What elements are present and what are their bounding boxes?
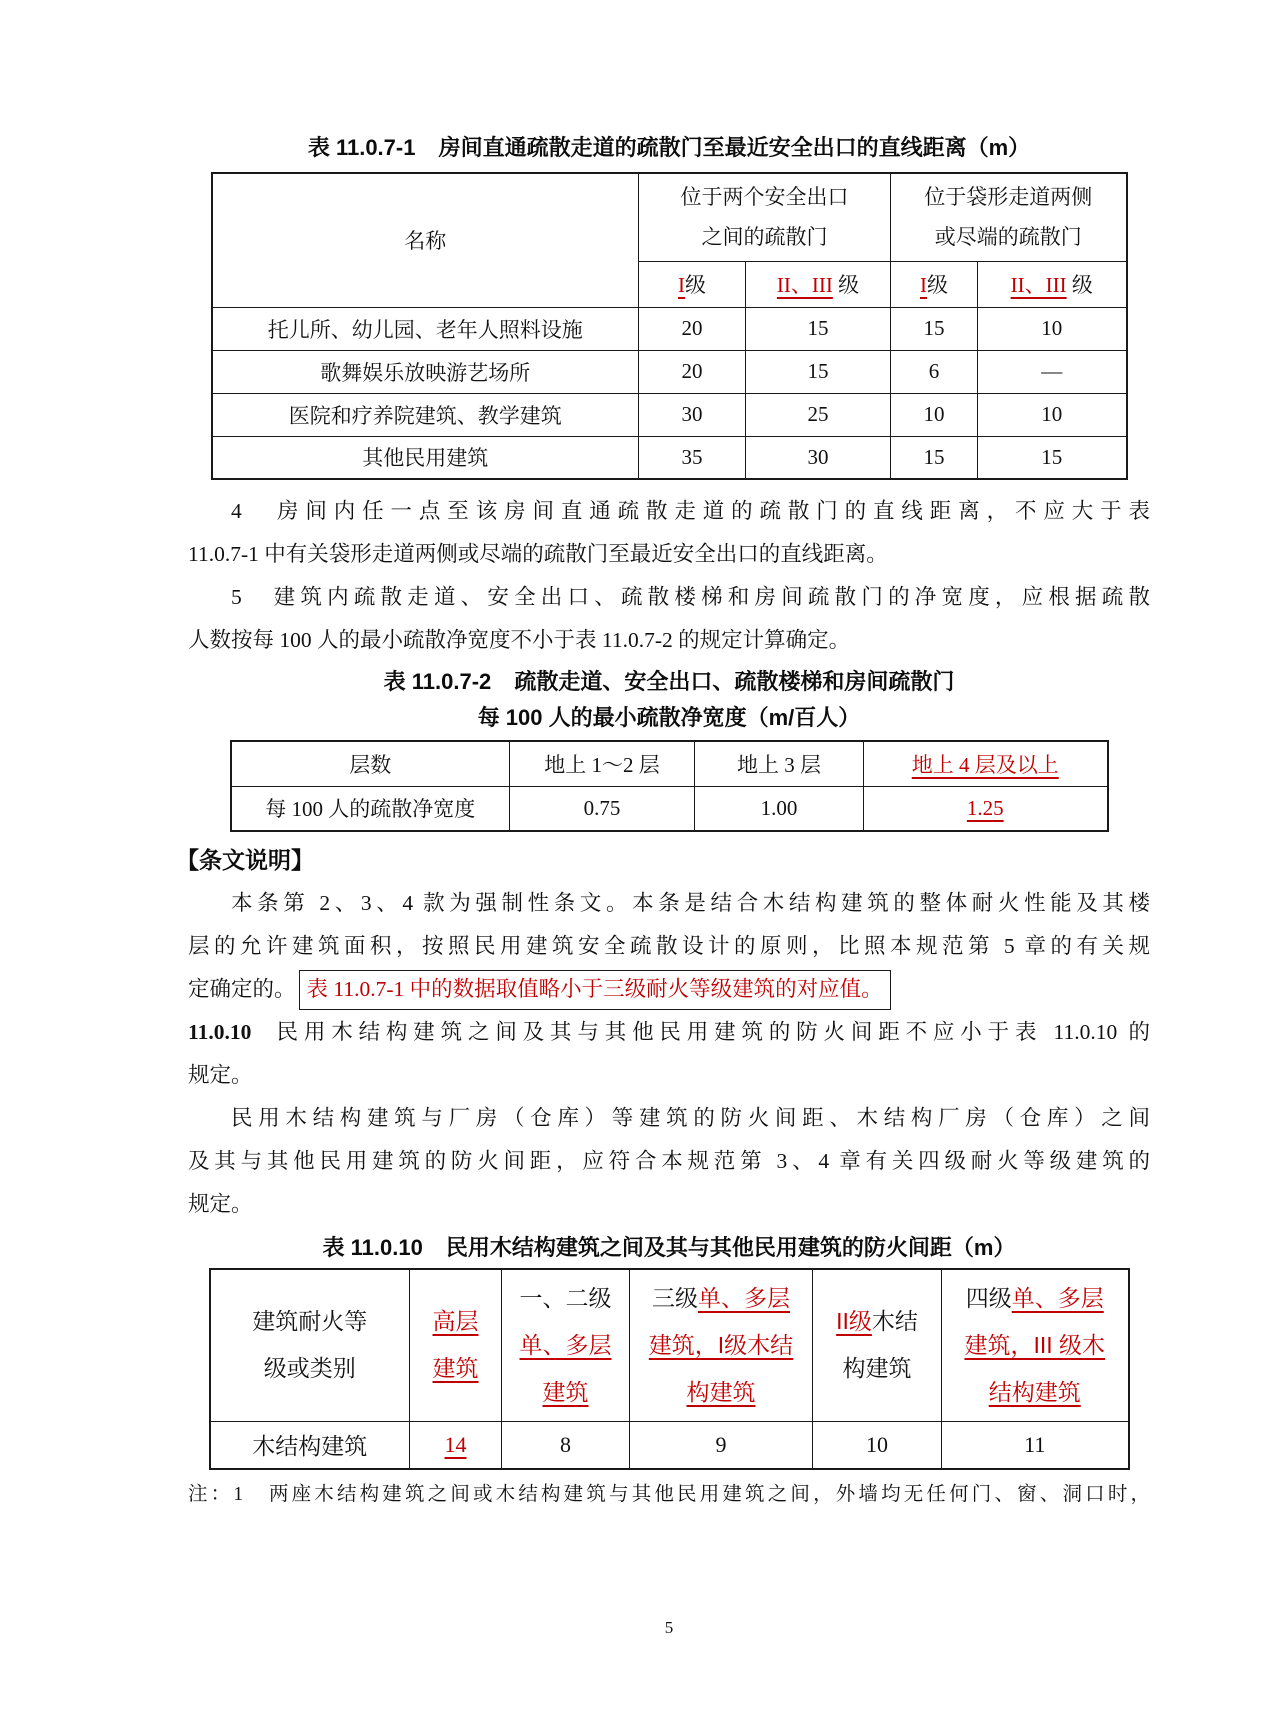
text-line: 本条第 2、3、4 款为强制性条文。本条是结合木结构建筑的整体耐火性能及其楼 (231, 891, 1150, 915)
revised-text: II级 (836, 1308, 872, 1335)
header-line: 建筑耐火等 (252, 1308, 368, 1335)
revised-text: 单、多层 (1011, 1284, 1104, 1311)
table-row (231, 786, 1108, 831)
revised-text: 构建筑 (686, 1378, 756, 1405)
text-run: 民用木结构建筑之间及其与其他民用建筑的防火间距不应小于表 11.0.10 的 (270, 1020, 1150, 1044)
value-cell (864, 786, 1108, 831)
header-line (632, 1275, 810, 1322)
header-line (412, 1345, 499, 1392)
value-cell: 20 (639, 307, 746, 350)
table-header-row (210, 1269, 1129, 1421)
value-cell: 10 (891, 393, 978, 436)
text-line: 民用木结构建筑与厂房（仓库）等建筑的防火间距、木结构厂房（仓库）之间 (231, 1106, 1150, 1130)
header-line (504, 1369, 627, 1416)
text-line: 及其与其他民用建筑的防火间距，应符合本规范第 3、4 章有关四级耐火等级建筑的 (188, 1149, 1150, 1173)
value-cell: 30 (746, 436, 891, 479)
level-suffix: 级 (1066, 273, 1093, 297)
clause-item-5 (188, 576, 1150, 662)
value-cell: 6 (891, 350, 978, 393)
table-row (212, 307, 1127, 350)
header-cell (864, 741, 1108, 786)
header-line: 位于袋形走道两侧 (924, 185, 1093, 210)
table-11-0-7-2-caption (188, 666, 1150, 738)
level-suffix: 级 (927, 273, 948, 297)
header-line (632, 1322, 810, 1369)
header-group-two-exits (639, 173, 891, 261)
revised-text: 高层 (432, 1308, 479, 1335)
value-cell: 10 (813, 1421, 942, 1469)
header-fire-resistance-class (210, 1269, 410, 1421)
header-cell: 地上 1～2 层 (510, 741, 695, 786)
table-header-row (212, 173, 1127, 261)
text-line (188, 968, 1150, 1011)
header-group-dead-end (891, 173, 1127, 261)
header-line (944, 1322, 1126, 1369)
revised-text: 单、多层 (698, 1284, 790, 1311)
page-number: 5 (664, 1618, 674, 1637)
clause-11-0-10-paragraph-2 (188, 1097, 1150, 1226)
text-line (188, 1011, 1150, 1054)
header-cell: 层数 (231, 741, 510, 786)
table-11-0-10 (209, 1268, 1130, 1470)
header-class-3 (630, 1269, 813, 1421)
row-name-cell: 托儿所、幼儿园、老年人照料设施 (212, 307, 639, 350)
header-line (632, 1369, 810, 1416)
header-line: 或尽端的疏散门 (934, 225, 1082, 250)
table-11-0-7-1-caption (188, 132, 1150, 164)
revised-text: 建筑 (542, 1378, 589, 1405)
header-line: 构建筑 (842, 1355, 912, 1382)
level-cell (891, 261, 978, 307)
text-line: 5 建筑内疏散走道、安全出口、疏散楼梯和房间疏散门的净宽度，应根据疏散 (231, 585, 1150, 609)
level-cell (978, 261, 1127, 307)
highlighted-revision-box (299, 970, 891, 1010)
text-run: 木结 (871, 1308, 918, 1335)
text-run: 定确定的。 (188, 977, 296, 1001)
commentary-paragraph (188, 882, 1150, 1011)
caption-label: 表 11.0.7-1 (307, 135, 416, 160)
text-run: 四级 (965, 1284, 1012, 1311)
caption-line (188, 666, 1150, 698)
table-row (212, 436, 1127, 479)
value-cell: 8 (502, 1421, 630, 1469)
value-cell: 25 (746, 393, 891, 436)
table-row (210, 1421, 1129, 1469)
header-cell: 地上 3 层 (695, 741, 864, 786)
value-cell: 9 (630, 1421, 813, 1469)
table-note: 注：1 两座木结构建筑之间或木结构建筑与其他民用建筑之间，外墙均无任何门、窗、洞口时， (188, 1484, 1150, 1505)
value-cell: 15 (891, 436, 978, 479)
row-name-cell: 每 100 人的疏散净宽度 (231, 786, 510, 831)
value-cell: 10 (978, 307, 1127, 350)
value-cell: 15 (978, 436, 1127, 479)
header-line: 级或类别 (263, 1355, 356, 1382)
table-row (212, 393, 1127, 436)
level-suffix: 级 (685, 273, 706, 297)
value-cell (410, 1421, 502, 1469)
header-line (944, 1275, 1126, 1322)
caption-text: 房间直通疏散走道的疏散门至最近安全出口的直线距离（m） (438, 135, 1031, 160)
value-cell: 1.00 (695, 786, 864, 831)
text-line: 11.0.7-1 中有关袋形走道两侧或尽端的疏散门至最近安全出口的直线距离。 (188, 542, 888, 566)
row-name-cell: 医院和疗养院建筑、教学建筑 (212, 393, 639, 436)
revised-text: 单、多层 (519, 1331, 612, 1358)
clause-number: 11.0.10 (188, 1020, 252, 1044)
revised-text: 建筑，I级木结 (648, 1331, 794, 1358)
text-line: 规定。 (188, 1063, 253, 1087)
revised-text: 地上 4 层及以上 (911, 752, 1059, 777)
text-run: 三级 (652, 1284, 698, 1311)
header-class-1-2 (502, 1269, 630, 1421)
caption-label: 表 11.0.7-2 (383, 669, 492, 694)
value-cell: 10 (978, 393, 1127, 436)
header-line (815, 1298, 939, 1345)
commentary-heading: 【条文说明】 (176, 847, 314, 873)
value-cell: 15 (746, 350, 891, 393)
header-class-4 (942, 1269, 1129, 1421)
header-line (504, 1322, 627, 1369)
value-cell: — (978, 350, 1127, 393)
text-line: 人数按每 100 人的最小疏散净宽度不小于表 11.0.7-2 的规定计算确定。 (188, 628, 851, 652)
level-grade: II、III (776, 273, 833, 297)
text-line: 规定。 (188, 1192, 253, 1216)
value-cell: 0.75 (510, 786, 695, 831)
level-cell (746, 261, 891, 307)
value-cell: 11 (942, 1421, 1129, 1469)
clause-11-0-10 (188, 1011, 1150, 1097)
row-name-cell: 其他民用建筑 (212, 436, 639, 479)
header-timber-class-2 (813, 1269, 942, 1421)
text-line: 层的允许建筑面积，按照民用建筑安全疏散设计的原则，比照本规范第 5 章的有关规 (188, 934, 1150, 958)
table-row (212, 350, 1127, 393)
header-line: 位于两个安全出口 (680, 185, 849, 210)
value-cell: 20 (639, 350, 746, 393)
revised-value: 1.25 (966, 795, 1004, 820)
level-grade: I (920, 273, 927, 297)
text-line: 4 房间内任一点至该房间直通疏散走道的疏散门的直线距离，不应大于表 (231, 499, 1150, 523)
table-11-0-10-caption (188, 1232, 1150, 1264)
revision-text: 表 11.0.7-1 中的数据取值略小于三级耐火等级建筑的对应值。 (306, 977, 883, 1001)
table-11-0-7-1 (211, 172, 1128, 480)
value-cell: 15 (746, 307, 891, 350)
value-cell: 15 (891, 307, 978, 350)
row-name-cell: 木结构建筑 (210, 1421, 410, 1469)
value-cell: 30 (639, 393, 746, 436)
header-highrise (410, 1269, 502, 1421)
revised-text: 建筑，III 级木 (964, 1331, 1106, 1358)
revised-text: 建筑 (432, 1355, 479, 1382)
level-grade: II、III (1010, 273, 1067, 297)
table-11-0-7-2 (230, 740, 1109, 832)
revised-text: 结构建筑 (988, 1378, 1081, 1405)
caption-line: 每 100 人的最小疏散净宽度（m/百人） (477, 705, 861, 730)
caption-label: 表 11.0.10 (322, 1235, 423, 1260)
header-line (944, 1369, 1126, 1416)
level-suffix: 级 (832, 273, 860, 297)
caption-text: 民用木结构建筑之间及其与其他民用建筑的防火间距（m） (445, 1235, 1016, 1260)
value-cell: 35 (639, 436, 746, 479)
level-grade: I (678, 273, 685, 297)
caption-text: 疏散走道、安全出口、疏散楼梯和房间疏散门 (514, 669, 955, 694)
row-name-cell: 歌舞娱乐放映游艺场所 (212, 350, 639, 393)
level-cell (639, 261, 746, 307)
header-name-cell: 名称 (212, 173, 639, 307)
clause-item-4 (188, 490, 1150, 576)
revised-value: 14 (444, 1431, 467, 1457)
header-line (412, 1298, 499, 1345)
header-line: 一、二级 (519, 1284, 612, 1311)
table-header-row (231, 741, 1108, 786)
header-line: 之间的疏散门 (701, 225, 828, 250)
